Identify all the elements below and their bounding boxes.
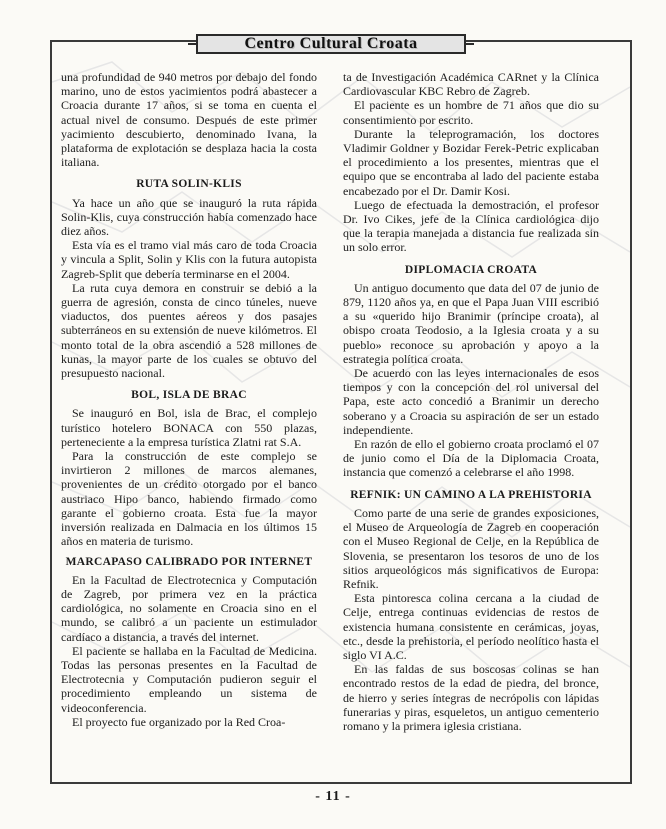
section-heading-marcapaso: MARCAPASO CALIBRADO POR INTERNET <box>65 555 313 568</box>
section-heading-ruta-solin-klis: RUTA SOLIN-KLIS <box>136 178 242 191</box>
article-paragraph: El proyecto fue organizado por la Red Croa- <box>72 714 286 729</box>
article-paragraph: De acuerdo con las leyes internacionales de esos tiempos y con la concepción del rol universal del Papa, este acto concedió a Branimir un derecho soberano y a Croacia su aspiración de ser un estado independiente. <box>343 366 599 437</box>
article-paragraph: Como parte de una serie de grandes exposiciones, el Museo de Arqueología de Zagreb en cooperación con el Museo Regional de Celje, en la República de Slovenia, se presentaron los tesoros de uno de los sitios arqueológicos más significativos de Europa: Refnik. <box>343 505 599 591</box>
article-paragraph: El paciente es un hombre de 71 años que dio su consentimiento por escrito. <box>343 98 599 127</box>
article-paragraph: Durante la teleprogramación, los doctores Vladimir Goldner y Bozidar Ferek-Petric explicaban el procedimiento a los presentes, mientras que el equipo que se encontraba al lado del paciente estaba encabezado por el Dr. Damir Kosi. <box>343 126 599 198</box>
article-paragraph: La ruta cuya demora en construir se debió a la guerra de agresión, consta de cinco túneles, nueve viaductos, dos puentes aéreos y dos pasajes subterráneos en su extensión de nueve kilómetros. El monto total de la obra ascendió a 528 millones de kunas, la mayor parte de los cuales se obtuvo del presupuesto nacional. <box>61 280 317 381</box>
section-heading-bol-isla-de-brac: BOL, ISLA DE BRAC <box>131 389 247 402</box>
article-paragraph: Esta pintoresca colina cercana a la ciudad de Celje, entrega continuas evidencias de restos de existencia humana consistente en cerámicas, joyas, etc., desde la prehistoria, el período neolítico hasta el siglo VI A.C. <box>343 591 599 662</box>
page-number: - 11 - <box>315 789 351 804</box>
article-paragraph: ta de Investigación Académica CARnet y la Clínica Cardiovascular KBC Rebro de Zagreb. <box>343 70 599 99</box>
article-paragraph: El paciente se hallaba en la Facultad de Medicina. Todas las personas presentes en la Facultad de Electrotecnia y Computación pudieron seguir el procedimiento empleando un sistema de videoconferencia. <box>61 643 317 715</box>
article-paragraph: En las faldas de sus boscosas colinas se han encontrado restos de la edad de piedra, del bronce, de hierro y series íntegras de necrópolis con lápidas funerarias y piras, esqueletos, un antiguo cementerio romano y la primera iglesia cristiana. <box>343 662 599 733</box>
article-paragraph: En la Facultad de Electrotecnica y Computación de Zagreb, por primera vez en la práctica cardiológica, no solamente en Croacia sino en el mundo, se calibró a un paciente un estimulador cardíaco a distancia, a través del internet. <box>61 572 317 644</box>
left-column <box>61 70 317 729</box>
article-paragraph: Un antiguo documento que data del 07 de junio de 879, 1120 años ya, en que el Papa Juan VIII escribió a su «querido hijo Branimir (príncipe croata), al obispo croata Teodosio, a la Iglesia croata y a su pueblo» reconoce su aprobación y apoyo a la estrategia política croata. <box>343 280 599 366</box>
article-paragraph: una profundidad de 940 metros por debajo del fondo marino, uno de estos yacimientos podrá abastecer a Croacia durante 17 años, si se toma en cuenta el actual nivel de consumo. Después de este primer yacimiento descubierto, denominado Ivana, la plataforma de explotación se desplaza hacia la costa italiana. <box>61 70 317 170</box>
article-paragraph: En razón de ello el gobierno croata proclamó el 07 de junio como el Día de la Diplomacia Croata, instancia que comenzó a celebrarse el año 1998. <box>343 437 599 480</box>
page-header-title: Centro Cultural Croata <box>196 34 466 54</box>
article-paragraph: Para la construcción de este complejo se invirtieron 2 millones de marcos alemanes, provenientes de un crédito otorgado por el banco austriaco Hipo banco, habiendo firmado como garante el gobierno croata. Esta fue la mayor inversión realizada en Dalmacia en los últimos 15 años en materia de turismo. <box>61 449 317 549</box>
article-paragraph: Luego de efectuada la demostración, el profesor Dr. Ivo Cikes, jefe de la Clínica cardiológica dijo que la terapia manejada a distancia fue realizada sin un solo error. <box>343 197 599 255</box>
article-paragraph: Se inauguró en Bol, isla de Brac, el complejo turístico hotelero BONACA con 550 plazas, perteneciente a la empresa turística Zlatni rat S.A. <box>61 406 317 449</box>
right-column <box>343 70 599 733</box>
article-paragraph: Ya hace un año que se inauguró la ruta rápida Solin-Klis, cuya construcción había comenzado hace diez años. <box>61 195 317 239</box>
article-paragraph: Esta vía es el tramo vial más caro de toda Croacia y vincula a Split, Solin y Klis con la futura autopista Zagreb-Split que debería terminarse en el 2004. <box>61 238 317 281</box>
section-heading-refnik: REFNIK: UN CAMINO A LA PREHISTORIA <box>350 488 592 501</box>
section-heading-diplomacia-croata: DIPLOMACIA CROATA <box>404 263 538 276</box>
